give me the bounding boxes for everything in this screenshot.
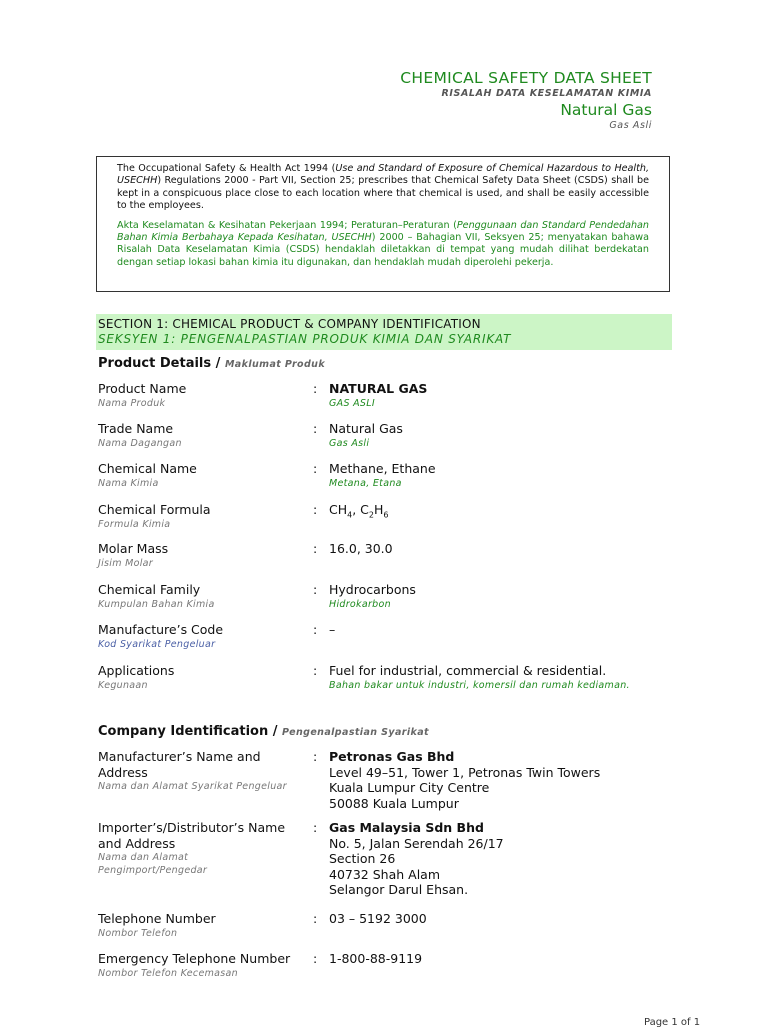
document-title-ms: RISALAH DATA KESELAMATAN KIMIA	[441, 88, 652, 99]
address-line: No. 5, Jalan Serendah 26/17	[329, 835, 504, 851]
address-line: 50088 Kuala Lumpur	[329, 795, 459, 811]
colon: :	[313, 622, 318, 637]
notice-ms-text-1: Akta Keselamatan & Kesihatan Pekerjaan 1994; Peraturan–Peraturan (	[117, 219, 457, 231]
field-label: Manufacture’s Code	[98, 622, 224, 637]
notice-malay	[117, 220, 649, 270]
notice-en-italic: Use and Standard of Exposure of Chemical Hazardous to Health, USECHH	[117, 163, 649, 187]
field-value: 16.0, 30.0	[329, 541, 393, 556]
section-1-title-ms: SEKSYEN 1: PENGENALPASTIAN PRODUK KIMIA DAN SYARIKAT	[98, 332, 512, 346]
address-line: Kuala Lumpur City Centre	[329, 780, 490, 795]
product-details-heading	[98, 356, 325, 371]
field-label-ms: Nama dan Alamat Syarikat Pengeluar	[98, 781, 287, 792]
field-value: –	[329, 622, 336, 637]
field-label-ms: Kegunaan	[98, 679, 148, 691]
field-label-ms: Kod Syarikat Pengeluar	[98, 638, 216, 650]
emergency-telephone-value: 1-800-88-9119	[329, 951, 423, 966]
field-value-ms: Metana, Etana	[329, 477, 402, 489]
chemical-formula-value	[329, 502, 679, 523]
product-title: Natural Gas	[560, 101, 652, 119]
field-label: Molar Mass	[98, 541, 169, 556]
field-value-ms: Gas Asli	[329, 437, 370, 449]
field-value: Fuel for industrial, commercial & residential.	[329, 663, 607, 678]
field-label: Manufacturer’s Name and	[98, 749, 261, 764]
field-label-ms: Nama Produk	[98, 397, 166, 409]
manufacturer-name: Petronas Gas Bhd	[329, 749, 455, 764]
field-label: Address	[98, 764, 148, 780]
field-label-ms: Nombor Telefon	[98, 927, 178, 939]
notice-ms-italic: Penggunaan dan Standard Pendedahan Bahan Kimia Berbahaya Kepada Kesihatan, USECHH	[117, 219, 649, 244]
field-value: Methane, Ethane	[329, 461, 436, 476]
notice-en-text-2: ) Regulations 2000 - Part VII, Section 25; prescribes that Chemical Safety Data Sheet (CSDS) shall be kept in a conspicuous place close to each location where that chemical is used, and shall be easily accessible to the employees.	[117, 175, 649, 212]
field-label-ms: Jisim Molar	[98, 557, 153, 569]
field-value-ms: Bahan bakar untuk industri, komersil dan rumah kediaman.	[329, 679, 630, 691]
colon: :	[313, 663, 318, 678]
field-value: Hydrocarbons	[329, 582, 416, 597]
field-label: Applications	[98, 663, 175, 678]
document-title: CHEMICAL SAFETY DATA SHEET	[400, 69, 652, 87]
product-details-heading-en: Product Details /	[98, 356, 221, 371]
regulation-notice	[96, 156, 670, 292]
field-value: NATURAL GAS	[329, 381, 428, 396]
address-line: Selangor Darul Ehsan.	[329, 882, 469, 897]
notice-english	[117, 163, 649, 213]
colon: :	[313, 541, 318, 556]
field-label-ms: Nombor Telefon Kecemasan	[98, 967, 238, 979]
field-value-ms: Hidrokarbon	[329, 598, 391, 610]
field-label-ms: Kumpulan Bahan Kimia	[98, 598, 215, 610]
field-label: Trade Name	[98, 421, 174, 436]
colon: :	[313, 820, 318, 835]
importer-name: Gas Malaysia Sdn Bhd	[329, 820, 484, 835]
formula-part: , C	[352, 502, 369, 517]
formula-part: H	[374, 502, 384, 517]
telephone-value: 03 – 5192 3000	[329, 911, 427, 926]
section-1-title: SECTION 1: CHEMICAL PRODUCT & COMPANY IDENTIFICATION	[98, 317, 481, 331]
formula-part: CH	[329, 502, 348, 517]
field-label: Emergency Telephone Number	[98, 951, 291, 966]
colon: :	[313, 582, 318, 597]
field-label: Chemical Family	[98, 582, 201, 597]
field-label: and Address	[98, 835, 176, 851]
field-value-ms: GAS ASLI	[329, 397, 375, 409]
colon: :	[313, 749, 318, 764]
field-value: Natural Gas	[329, 421, 403, 436]
field-label-ms: Nama dan Alamat	[98, 852, 189, 863]
colon: :	[313, 502, 318, 517]
document-header	[400, 68, 652, 132]
colon: :	[313, 911, 318, 926]
colon: :	[313, 461, 318, 476]
address-line: 40732 Shah Alam	[329, 866, 441, 882]
section-1-header	[96, 314, 672, 350]
field-label: Importer’s/Distributor’s Name	[98, 820, 286, 835]
page-number: Page 1 of 1	[644, 1017, 701, 1028]
field-label: Chemical Name	[98, 461, 197, 476]
field-label-ms: Nama Dagangan	[98, 437, 182, 449]
formula-subscript: 4	[347, 510, 353, 520]
product-title-ms: Gas Asli	[609, 120, 652, 131]
formula-subscript: 2	[368, 510, 375, 520]
company-heading-en: Company Identification /	[98, 724, 278, 739]
field-label-ms: Nama Kimia	[98, 477, 159, 489]
colon: :	[313, 951, 318, 966]
address-line: Level 49–51, Tower 1, Petronas Twin Towers	[329, 764, 601, 780]
company-heading-ms: Pengenalpastian Syarikat	[282, 727, 430, 738]
notice-ms-text-2: ) 2000 – Bahagian VII, Seksyen 25; menyatakan bahawa Risalah Data Keselamatan Kimia (CSDS) hendaklah diletakkan di tempat yang mudah dilihat berdekatan dengan setiap lokasi bahan kimia itu digunakan, dan hendaklah mudah diperolehi pekerja.	[117, 232, 649, 268]
field-label: Chemical Formula	[98, 502, 211, 517]
field-label: Telephone Number	[98, 911, 216, 926]
field-label: Product Name	[98, 381, 187, 396]
company-identification-heading	[98, 724, 429, 739]
address-line: Section 26	[329, 851, 396, 866]
colon: :	[313, 421, 318, 436]
colon: :	[313, 381, 318, 396]
product-details-heading-ms: Maklumat Produk	[224, 359, 326, 370]
field-label-ms: Pengimport/Pengedar	[98, 865, 208, 876]
formula-subscript: 6	[383, 510, 389, 520]
field-label-ms: Formula Kimia	[98, 518, 171, 530]
notice-en-text-1: The Occupational Safety & Health Act 1994 (	[117, 163, 336, 174]
